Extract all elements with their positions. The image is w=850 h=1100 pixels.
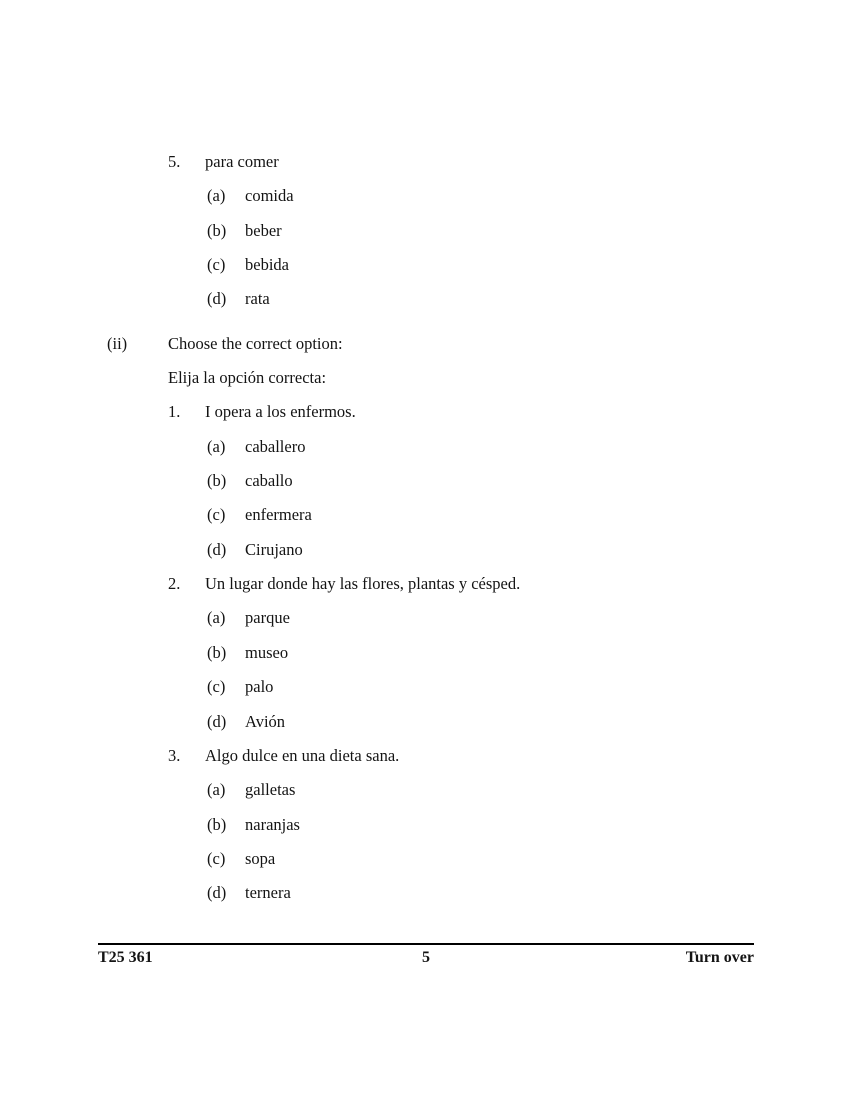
question-5-option-d: [0, 289, 850, 323]
question-5: [0, 152, 850, 186]
option-letter: (a): [207, 436, 226, 456]
question-3-option-a: [0, 780, 850, 814]
option-text: caballero: [245, 436, 306, 456]
option-text: sopa: [245, 848, 276, 868]
option-letter: (b): [207, 220, 227, 240]
option-text: comida: [245, 186, 294, 206]
question-number: 3.: [168, 745, 181, 765]
option-text: caballo: [245, 471, 293, 491]
option-text: museo: [245, 642, 289, 662]
option-letter: (a): [207, 186, 226, 206]
question-text: Un lugar donde hay las flores, plantas y césped.: [205, 574, 521, 594]
question-number: 1.: [168, 402, 181, 422]
option-text: Avión: [245, 711, 286, 731]
page-number: 5: [422, 949, 430, 966]
option-letter: (c): [207, 505, 226, 525]
question-1: [0, 402, 850, 436]
option-letter: (a): [207, 608, 226, 628]
question-2-option-c: [0, 677, 850, 711]
option-text: bebida: [245, 255, 289, 275]
instruction-english: Choose the correct option:: [168, 333, 343, 353]
option-letter: (a): [207, 780, 226, 800]
option-letter: (b): [207, 471, 227, 491]
option-text: beber: [245, 220, 282, 240]
question-2-option-d: [0, 712, 850, 746]
option-text: palo: [245, 677, 274, 697]
question-2: [0, 574, 850, 608]
question-text: para comer: [205, 152, 279, 171]
question-3-option-c: [0, 849, 850, 883]
option-text: Cirujano: [245, 539, 303, 559]
turn-over-label: Turn over: [685, 949, 755, 966]
question-1-option-a: [0, 437, 850, 471]
question-3-option-d: [0, 883, 850, 917]
question-1-option-d: [0, 540, 850, 574]
question-1-option-b: [0, 471, 850, 505]
option-letter: (b): [207, 814, 227, 834]
question-2-option-b: [0, 643, 850, 677]
question-text: Algo dulce en una dieta sana.: [205, 745, 400, 765]
page-content: [0, 152, 850, 918]
option-text: naranjas: [245, 814, 300, 834]
option-letter: (c): [207, 255, 226, 275]
question-5-option-b: [0, 221, 850, 255]
option-text: rata: [245, 289, 270, 309]
option-letter: (c): [207, 677, 226, 697]
paper-code: T25 361: [98, 949, 153, 966]
question-3-option-b: [0, 815, 850, 849]
option-letter: (d): [207, 883, 227, 903]
option-text: galletas: [245, 780, 296, 800]
section-ii-header: [0, 334, 850, 368]
question-3: [0, 746, 850, 780]
instruction-spanish: Elija la opción correcta:: [168, 368, 327, 388]
option-letter: (d): [207, 539, 227, 559]
page-footer: [98, 943, 754, 967]
option-letter: (d): [207, 711, 227, 731]
section-ii-label: (ii): [107, 333, 128, 353]
question-text: I opera a los enfermos.: [205, 402, 356, 422]
option-text: parque: [245, 608, 290, 628]
question-1-option-c: [0, 505, 850, 539]
option-text: enfermera: [245, 505, 312, 525]
question-2-option-a: [0, 608, 850, 642]
option-text: ternera: [245, 883, 291, 903]
question-number: 5.: [168, 152, 181, 171]
question-5-option-a: [0, 186, 850, 220]
option-letter: (d): [207, 289, 227, 309]
question-5-option-c: [0, 255, 850, 289]
option-letter: (c): [207, 848, 226, 868]
option-letter: (b): [207, 642, 227, 662]
question-number: 2.: [168, 574, 181, 594]
